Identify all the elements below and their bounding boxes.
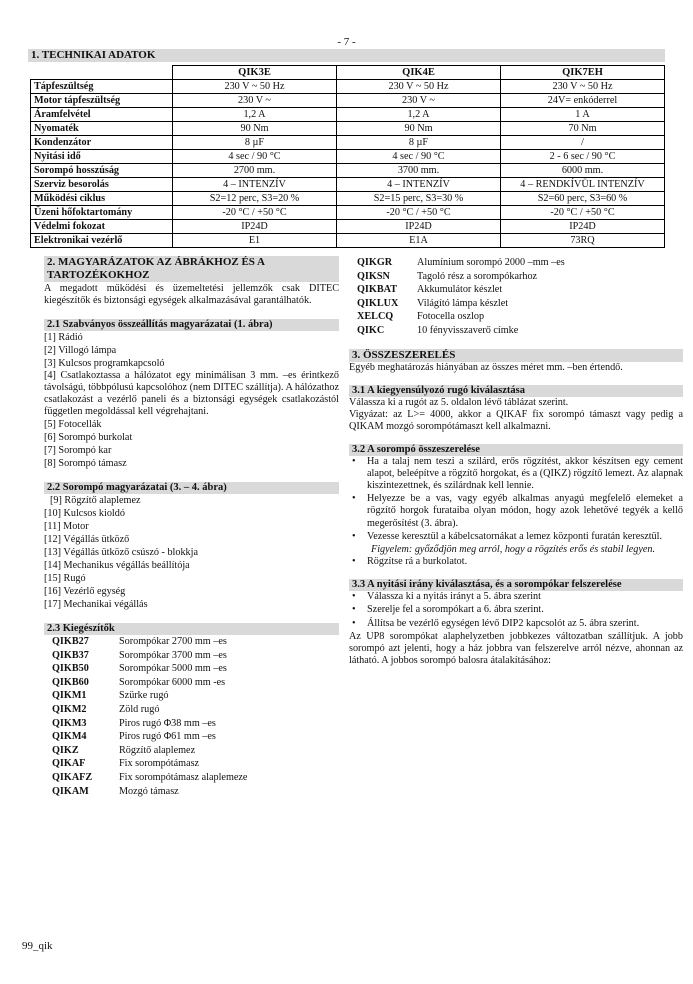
list-item: [16] Vezérlő egység [44, 586, 126, 597]
table-cell: IP24D [501, 220, 665, 234]
accessory-code: QIKB50 [52, 663, 89, 675]
accessory-row [349, 297, 683, 311]
subsection-3-3-title: 3.3 A nyitási irány kiválasztása, és a sorompókar felszerelése [349, 579, 683, 591]
table-cell: 73RQ [501, 234, 665, 248]
table-cell: 3700 mm. [337, 164, 501, 178]
table-cell: S2=12 perc, S3=20 % [173, 192, 337, 206]
row-label: Nyitási idő [31, 150, 173, 164]
footer-code: 99_qik [22, 940, 53, 952]
accessory-row [349, 283, 683, 297]
table-row [31, 94, 665, 108]
bullet-list [349, 456, 683, 543]
accessories-list-continued [349, 256, 683, 338]
table-header-row [31, 66, 665, 80]
table-cell: 4 – INTENZÍV [173, 178, 337, 192]
bullet-item: • Ha a talaj nem teszi a szilárd, erős rögzítést, akkor készítsen egy cement alapot, beleépítve a rögzítő horgokat, és a (QIKZ) rögzítő lemezt. Az alapnak kiszintezettnek, és szilárdnak kell lennie. [349, 456, 683, 493]
accessory-description: Sorompókar 3700 mm –es [119, 649, 227, 661]
table-cell: E1 [173, 234, 337, 248]
section-2-title-line2: TARTOZÉKOKHOZ [47, 269, 150, 281]
table-cell: 1,2 A [337, 108, 501, 122]
table-cell: 4 sec / 90 °C [173, 150, 337, 164]
table-cell: -20 °C / +50 °C [501, 206, 665, 220]
accessory-row [44, 662, 339, 676]
accessory-row [44, 757, 339, 771]
section-1-title: 1. TECHNIKAI ADATOK [28, 49, 665, 62]
accessory-description: Fix sorompótámasz alaplemeze [119, 771, 248, 783]
list-item: [7] Sorompó kar [44, 445, 112, 456]
list-item: [15] Rugó [44, 573, 86, 584]
accessory-description: Sorompókar 6000 mm -es [119, 676, 226, 688]
bullet-list [349, 591, 683, 630]
subsection-2-2-title: 2.2 Sorompó magyarázatai (3. – 4. ábra) [44, 482, 339, 494]
bullet-list [349, 556, 683, 568]
technical-data-table [30, 65, 665, 248]
accessory-code: QIKSN [357, 270, 390, 282]
page-number: - 7 - [337, 36, 356, 48]
right-column [349, 256, 683, 667]
accessory-code: QIKZ [52, 744, 79, 756]
accessory-code: QIKGR [357, 257, 393, 268]
accessory-description: Fotocella oszlop [417, 311, 485, 323]
accessory-description: Akkumulátor készlet [417, 284, 503, 296]
table-corner-cell [31, 66, 173, 80]
table-cell: 2700 mm. [173, 164, 337, 178]
accessory-description: Rögzítő alaplemez [119, 744, 196, 756]
list-item: [17] Mechanikai végállás [44, 599, 148, 610]
accessory-code: QIKM4 [52, 731, 87, 743]
accessory-code: QIKAF [52, 758, 86, 770]
accessory-code: QIKC [357, 324, 385, 336]
table-cell: S2=15 perc, S3=30 % [337, 192, 501, 206]
accessory-description: Alumínium sorompó 2000 –mm –es [417, 257, 565, 268]
accessory-description: Piros rugó Φ61 mm –es [119, 731, 216, 743]
table-cell: 70 Nm [501, 122, 665, 136]
list-item: [6] Sorompó burkolat [44, 432, 133, 443]
table-row [31, 136, 665, 150]
accessory-row [349, 310, 683, 324]
accessory-row [44, 703, 339, 717]
row-label: Sorompó hosszúság [31, 164, 173, 178]
row-label: Üzeni hőfoktartomány [31, 206, 173, 220]
accessory-row [44, 717, 339, 731]
table-cell: 90 Nm [173, 122, 337, 136]
table-row [31, 220, 665, 234]
section-3-title: 3. ÖSSZESZERELÉS [349, 349, 683, 362]
accessory-description: Tagoló rész a sorompókarhoz [417, 270, 538, 282]
table-cell: 230 V ~ 50 Hz [501, 80, 665, 94]
accessories-list [44, 635, 339, 798]
accessory-row [349, 256, 683, 270]
table-cell: 6000 mm. [501, 164, 665, 178]
table-cell: 4 – INTENZÍV [337, 178, 501, 192]
table-cell: 4 sec / 90 °C [337, 150, 501, 164]
table-cell: 8 µF [337, 136, 501, 150]
accessory-code: QIKM2 [52, 703, 87, 715]
list-item: [10] Kulcsos kioldó [44, 508, 125, 519]
list-item: [3] Kulcsos programkapcsoló [44, 358, 165, 369]
accessory-description: Mozgó támasz [119, 785, 179, 797]
accessory-description: Szürke rugó [119, 690, 169, 702]
accessory-row [44, 771, 339, 785]
table-cell: 230 V ~ [173, 94, 337, 108]
accessory-code: QIKB37 [52, 649, 89, 661]
table-row [31, 122, 665, 136]
accessory-row [349, 324, 683, 338]
accessory-description: Sorompókar 2700 mm –es [119, 636, 227, 647]
table-row [31, 80, 665, 94]
accessory-code: QIKB27 [52, 636, 89, 647]
section-2-title [44, 256, 339, 282]
list-item: [8] Sorompó támasz [44, 458, 127, 469]
subsection-2-3-title: 2.3 Kiegészítők [44, 623, 339, 635]
table-row [31, 150, 665, 164]
bullet-item: • Helyezze be a vas, vagy egyéb alkalmas anyagú megfelelő elemeket a rögzítő horgok furataiba olyan módon, hogy azok lehetővé tegyék a kellő megerősítést (3. ábra). [349, 493, 683, 530]
row-label: Védelmi fokozat [31, 220, 173, 234]
table-row [31, 178, 665, 192]
list-item: [4] Csatlakoztassa a hálózatot egy minimálisan 3 mm. –es érintkező távolságú, többpólusú kapcsolóhoz (nem DITEC szállítja). A hálózathoz csatlakozást a vezérlő paneli és a biztonsági egységek csatlakozástól független megoldással kell végrehajtani. [44, 370, 339, 417]
accessory-row [44, 744, 339, 758]
accessory-description: Sorompókar 5000 mm –es [119, 663, 227, 675]
row-label: Áramfelvétel [31, 108, 173, 122]
bullet-item: • Állítsa be vezérlő egységen lévő DIP2 kapcsolót az 5. ábra szerint. [349, 618, 683, 630]
table-cell: 1,2 A [173, 108, 337, 122]
list-item: [13] Végállás ütköző csúszó - blokkja [44, 547, 199, 558]
bullet-item: • Rögzítse rá a burkolatot. [349, 556, 683, 568]
paragraph: Vigyázat: az L>= 4000, akkor a QIKAF fix sorompó támaszt vagy pedig a QIKAM mozgó sorompótámaszt kell alkalmazni. [349, 408, 683, 432]
accessory-code: QIKM1 [52, 690, 87, 702]
accessory-row [44, 649, 339, 663]
table-cell: 230 V ~ [337, 94, 501, 108]
left-column [44, 256, 339, 798]
accessory-description: Világító lámpa készlet [417, 297, 509, 309]
row-label: Működési ciklus [31, 192, 173, 206]
list-item: [12] Végállás ütköző [44, 534, 130, 545]
row-label: Nyomaték [31, 122, 173, 136]
table-cell: / [501, 136, 665, 150]
table-cell: 24V= enkóderrel [501, 94, 665, 108]
row-label: Szerviz besorolás [31, 178, 173, 192]
bullet-item: • Válassza ki a nyitás irányt a 5. ábra szerint [349, 591, 683, 603]
section-2-title-line1: 2. MAGYARÁZATOK AZ ÁBRÁKHOZ ÉS A [47, 256, 266, 268]
accessory-description: Piros rugó Φ38 mm –es [119, 717, 216, 729]
column-header: QIK4E [337, 66, 501, 80]
bullet-item: • Szerelje fel a sorompókart a 6. ábra szerint. [349, 604, 683, 616]
accessory-description: 10 fényvisszaverő címke [417, 324, 519, 336]
row-label: Motor tápfeszültség [31, 94, 173, 108]
accessory-description: Zöld rugó [119, 703, 160, 715]
column-header: QIK7EH [501, 66, 665, 80]
accessory-code: QIKM3 [52, 717, 87, 729]
table-row [31, 234, 665, 248]
accessory-row [44, 689, 339, 703]
accessory-code: XELCQ [357, 311, 394, 323]
table-cell: 1 A [501, 108, 665, 122]
table-cell: E1A [337, 234, 501, 248]
bullet-item: • Vezesse keresztül a kábelcsatornákat a lemez központi furatán keresztül. [349, 531, 683, 543]
table-cell: IP24D [337, 220, 501, 234]
accessory-row [349, 270, 683, 284]
accessory-code: QIKAFZ [52, 771, 93, 783]
table-cell: 2 - 6 sec / 90 °C [501, 150, 665, 164]
accessory-row [44, 785, 339, 799]
row-label: Tápfeszültség [31, 80, 173, 94]
table-row [31, 192, 665, 206]
table-cell: S2=60 perc, S3=60 % [501, 192, 665, 206]
accessory-code: QIKB60 [52, 676, 89, 688]
list-item: [14] Mechanikus végállás beállítója [44, 560, 190, 571]
warning-note: Figyelem: győződjön meg arról, hogy a rögzítés erős és stabil legyen. [371, 543, 656, 555]
accessory-code: QIKAM [52, 785, 89, 797]
accessory-row [44, 730, 339, 744]
paragraph: Válassza ki a rugót az 5. oldalon lévő táblázat szerint. [349, 396, 569, 408]
subsection-3-1-title: 3.1 A kiegyensúlyozó rugó kiválasztása [349, 385, 683, 397]
subsection-3-2-title: 3.2 A sorompó összeszerelése [349, 444, 683, 456]
list-item: [11] Motor [44, 521, 89, 532]
table-cell: 90 Nm [337, 122, 501, 136]
accessory-code: QIKLUX [357, 297, 399, 309]
section-3-intro: Egyéb meghatározás hiányában az összes méret mm. –ben értendő. [349, 361, 623, 373]
column-header: QIK3E [173, 66, 337, 80]
table-row [31, 164, 665, 178]
list-item: [1] Rádió [44, 332, 83, 343]
list-item: [5] Fotocellák [44, 419, 102, 430]
table-row [31, 108, 665, 122]
list-item: [9] Rögzítő alaplemez [50, 495, 141, 506]
row-label: Elektronikai vezérlő [31, 234, 173, 248]
table-cell: -20 °C / +50 °C [173, 206, 337, 220]
accessory-row [44, 676, 339, 690]
list-item: [2] Villogó lámpa [44, 345, 117, 356]
table-cell: 8 µF [173, 136, 337, 150]
table-cell: 4 – RENDKÍVÜL INTENZÍV [501, 178, 665, 192]
row-label: Kondenzátor [31, 136, 173, 150]
paragraph: Az UP8 sorompókat alaphelyzetben jobbkezes változatban szállítjuk. A jobb sorompó azt jelenti, hogy a ház jobbra van felszerelve arról nézve, ahonnan az látható. A jobbos sorompó balosra átalakításához: [349, 630, 683, 666]
table-cell: IP24D [173, 220, 337, 234]
section-2-intro: A megadott működési és üzemeltetési jellemzők csak DITEC kiegészítők és biztonsági egységek alkalmazásával garantálhatók. [44, 283, 339, 306]
accessory-code: QIKBAT [357, 284, 398, 296]
table-cell: 230 V ~ 50 Hz [173, 80, 337, 94]
table-cell: -20 °C / +50 °C [337, 206, 501, 220]
subsection-2-1-title: 2.1 Szabványos összeállítás magyarázatai (1. ábra) [44, 319, 339, 331]
table-row [31, 206, 665, 220]
table-cell: 230 V ~ 50 Hz [337, 80, 501, 94]
accessory-description: Fix sorompótámasz [119, 758, 200, 770]
accessory-row [44, 635, 339, 649]
